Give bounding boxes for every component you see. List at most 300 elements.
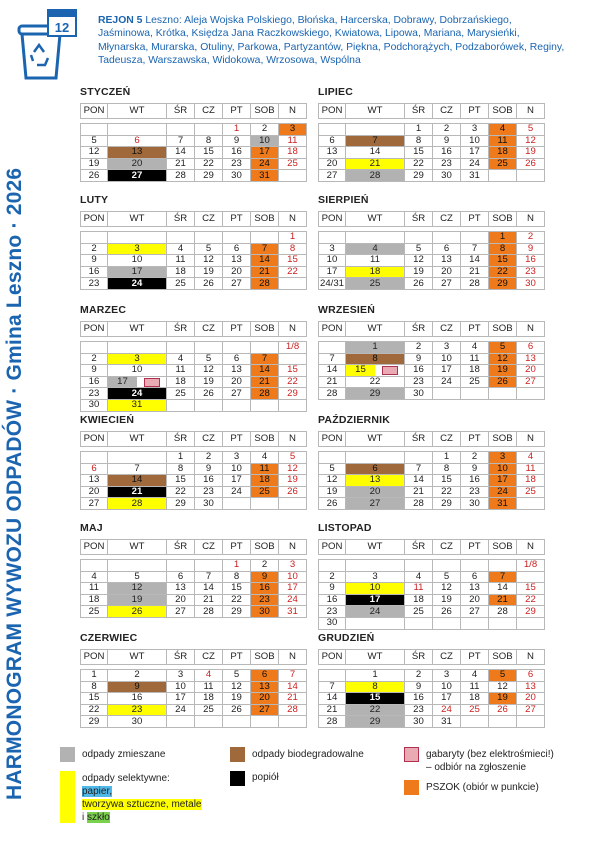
day-cell: 10 [319,255,346,267]
day-cell: 1 [81,670,108,682]
day-cell [489,170,517,182]
day-cell [433,232,461,244]
day-cell: 12 [195,255,223,267]
day-cell: 28 [251,388,279,400]
day-cell: 17 [461,147,489,159]
day-cell: 25 [279,158,307,170]
weekday-header: PT [461,650,489,665]
day-cell: 23 [195,486,223,498]
day-cell: 19 [279,475,307,487]
day-cell: 8 [346,353,405,365]
day-cell: 18 [81,594,108,606]
day-cell: 2 [461,452,489,464]
day-cell: 26 [195,278,223,290]
day-cell: 16 [319,594,346,606]
day-cell: 26 [489,704,517,716]
day-cell: 8 [405,135,433,147]
month-name: CZERWIEC [80,632,138,644]
day-cell [81,232,108,244]
month-name: LIPIEC [318,86,354,98]
day-cell: 31 [489,498,517,510]
day-cell: 8 [346,681,405,693]
day-cell: 8 [433,463,461,475]
day-cell: 24 [433,376,461,388]
day-cell: 30 [108,716,167,728]
day-cell: 28 [405,498,433,510]
day-cell: 6 [461,571,489,583]
day-cell: 21 [279,693,307,705]
day-cell: 6 [108,135,167,147]
day-cell: 7 [251,353,279,365]
day-cell: 8 [489,243,517,255]
weekday-header: SOB [251,212,279,227]
day-cell: 14 [405,475,433,487]
day-cell: 12 [433,583,461,595]
day-cell: 20 [461,594,489,606]
day-cell: 7 [489,571,517,583]
day-cell: 9 [461,463,489,475]
day-cell: 29 [81,716,108,728]
day-cell: 11 [195,681,223,693]
month-calendar [318,194,543,290]
day-cell [195,232,223,244]
month-name: LUTY [80,194,109,206]
day-cell [167,342,195,354]
legend-swatch-selective [60,771,75,823]
day-cell: 12 [405,255,433,267]
day-cell: 8 [279,243,307,255]
day-cell [108,124,167,136]
day-cell: 16 [81,266,108,278]
day-cell: 25 [517,486,545,498]
day-cell: 1/8 [279,342,307,354]
day-cell [461,716,489,728]
day-cell: 26 [517,158,545,170]
day-cell: 12 [517,135,545,147]
weekday-header: ŚR [405,104,433,119]
weekday-header: N [517,540,545,555]
day-cell: 22 [346,376,405,388]
day-cell [489,716,517,728]
day-cell: 9 [405,681,433,693]
day-cell [279,716,307,728]
day-cell: 2 [405,670,433,682]
day-cell [251,342,279,354]
day-cell [195,124,223,136]
day-number: 15 [346,365,375,376]
weekday-header: CZ [433,212,461,227]
month-calendar [80,522,305,618]
weekday-header: PON [81,432,108,447]
day-cell [517,617,545,629]
day-cell: 27 [251,704,279,716]
day-cell: 1 [433,452,461,464]
day-cell: 25 [461,704,489,716]
day-cell: 18 [405,594,433,606]
day-cell: 27 [223,388,251,400]
day-cell: 27 [346,498,405,510]
day-cell: 17 [489,475,517,487]
day-cell [346,124,405,136]
day-cell: 15 [279,365,307,377]
day-cell: 20 [251,693,279,705]
weekday-header: PON [319,104,346,119]
day-cell: 10 [167,681,195,693]
day-cell: 2 [81,243,108,255]
legend-selective [82,772,202,824]
day-cell: 16 [405,365,433,377]
day-cell [319,342,346,354]
day-cell: 3 [346,571,405,583]
calendar-day: 12 [54,20,70,35]
day-cell: 31 [279,606,307,618]
day-cell: 26 [195,388,223,400]
day-cell: 23 [461,486,489,498]
day-cell [433,388,461,400]
day-cell: 30 [319,617,346,629]
day-cell: 24 [108,278,167,290]
day-cell: 2 [405,342,433,354]
day-cell: 10 [489,463,517,475]
weekday-header: WT [346,212,405,227]
day-cell [319,124,346,136]
legend-swatch-mixed [60,747,75,762]
day-cell: 2 [251,124,279,136]
day-cell: 7 [167,135,195,147]
day-cell: 7 [346,135,405,147]
day-cell: 18 [461,365,489,377]
day-cell: 21 [167,158,195,170]
day-cell [517,498,545,510]
weekday-header: WT [108,540,167,555]
day-cell: 26 [319,498,346,510]
weekday-header: N [279,432,307,447]
weekday-header: CZ [195,212,223,227]
day-cell: 13 [346,475,405,487]
day-cell: 27 [461,606,489,618]
day-cell: 9 [195,463,223,475]
weekday-header: PON [319,432,346,447]
day-cell [108,452,167,464]
day-cell: 7 [279,670,307,682]
weekday-header: N [279,322,307,337]
weekday-header: CZ [433,432,461,447]
day-cell: 3 [433,342,461,354]
weekday-header: SOB [251,322,279,337]
day-cell: 1 [346,670,405,682]
day-cell [223,498,251,510]
day-cell: 17 [108,266,167,278]
day-cell: 4 [489,124,517,136]
day-cell: 19 [195,376,223,388]
weekday-header: N [517,322,545,337]
day-cell [81,452,108,464]
day-cell: 13 [461,583,489,595]
day-cell: 28 [251,278,279,290]
day-cell: 2 [81,353,108,365]
legend-selective-title: odpady selektywne: [82,773,170,784]
day-cell: 19 [405,266,433,278]
day-cell: 23 [405,704,433,716]
day-cell: 9 [223,135,251,147]
weekday-header: CZ [433,650,461,665]
region-streets-text: Leszno: Aleja Wojska Polskiego, Błońska, Harcerska, Dobrawy, Dobrzańskiego, Jaśminowa, Krótka, Księdza Jana Raczkowskiego, Kwiatowa, Lipowa, Mariana, Marysieńki, Młynarska, Murarska, Otuliny, Parkowa, Partyzantów, Piękna, Podchorążych, Podzaborówek, Reginy, Tadeusza, Warszawska, Widokowa, Wrzosowa, Wspólna [98,15,565,66]
day-cell: 7 [108,463,167,475]
day-cell [279,399,307,411]
weekday-header: PON [81,650,108,665]
weekday-header: N [279,650,307,665]
weekday-header: WT [108,432,167,447]
day-cell: 9 [81,255,108,267]
day-cell: 15 [346,693,405,705]
day-cell: 16 [405,693,433,705]
day-cell: 30 [195,498,223,510]
weekday-header: PT [461,212,489,227]
legend-swatch-bulky [404,747,419,762]
day-cell: 21 [319,704,346,716]
weekday-header: CZ [195,322,223,337]
day-cell: 11 [167,365,195,377]
weekday-header: SOB [489,650,517,665]
day-cell: 11 [461,681,489,693]
day-cell: 4 [461,342,489,354]
day-cell: 16 [433,147,461,159]
day-cell: 23 [319,606,346,618]
day-cell: 13 [517,353,545,365]
day-cell: 12 [81,147,108,159]
day-cell: 24 [346,606,405,618]
day-cell: 29 [517,606,545,618]
weekday-header: PT [461,432,489,447]
day-cell: 14 [108,475,167,487]
day-cell [346,452,405,464]
day-cell [167,399,195,411]
weekday-header: SOB [489,212,517,227]
day-cell: 4 [195,670,223,682]
day-cell: 14 [279,681,307,693]
weekday-header: WT [108,212,167,227]
day-cell: 13 [319,147,346,159]
weekday-header: PT [223,212,251,227]
weekday-header: ŚR [405,650,433,665]
weekday-header: WT [346,432,405,447]
day-cell [319,232,346,244]
day-cell: 13 [81,475,108,487]
month-calendar [318,522,543,630]
day-cell: 9 [251,571,279,583]
day-cell: 15 [405,147,433,159]
day-cell [251,399,279,411]
weekday-header: WT [108,650,167,665]
weekday-header: PT [461,322,489,337]
day-cell: 23 [81,388,108,400]
day-cell: 22 [195,158,223,170]
day-cell: 12 [195,365,223,377]
day-cell: 22 [489,266,517,278]
weekday-header: ŚR [167,540,195,555]
day-cell: 22 [81,704,108,716]
legend-bulky-1: gabaryty (bez elektrośmieci!) [426,749,554,760]
day-cell: 16 [108,693,167,705]
weekday-header: ŚR [405,540,433,555]
day-cell: 13 [433,255,461,267]
weekday-header: WT [346,650,405,665]
day-cell: 5 [489,670,517,682]
weekday-header: PT [461,104,489,119]
day-cell: 18 [195,693,223,705]
day-cell: 1 [346,342,405,354]
day-cell: 8 [195,135,223,147]
weekday-header: CZ [433,540,461,555]
day-cell: 16 [251,583,279,595]
day-cell: 27 [517,376,545,388]
day-cell: 16 [81,376,108,388]
day-cell: 23 [433,158,461,170]
weekday-header: N [517,650,545,665]
day-cell [108,560,167,572]
day-cell: 2 [433,124,461,136]
day-cell [346,232,405,244]
day-cell: 17 [167,693,195,705]
day-cell: 15 [279,255,307,267]
day-cell: 5 [223,670,251,682]
day-cell: 24 [461,158,489,170]
day-cell: 6 [223,353,251,365]
day-cell: 19 [108,594,167,606]
day-cell [195,560,223,572]
day-cell: 24 [167,704,195,716]
day-cell: 27 [433,278,461,290]
day-cell: 24 [433,704,461,716]
day-cell: 6 [319,135,346,147]
day-cell: 17 [433,693,461,705]
day-cell: 12 [223,681,251,693]
day-cell: 11 [279,135,307,147]
day-cell: 18 [167,266,195,278]
day-cell: 5 [195,243,223,255]
day-cell: 1 [405,124,433,136]
month-name: KWIECIEŃ [80,414,135,426]
day-cell: 30 [517,278,545,290]
day-cell: 2 [517,232,545,244]
day-cell: 9 [517,243,545,255]
day-cell: 6 [517,342,545,354]
day-cell: 21 [251,376,279,388]
day-cell [517,571,545,583]
day-cell: 23 [81,278,108,290]
day-cell: 6 [81,463,108,475]
day-cell: 20 [346,486,405,498]
day-cell: 11 [167,255,195,267]
region-label: REJON 5 [98,15,143,26]
legend-pszok: PSZOK (obiór w punkcie) [426,782,539,793]
day-cell: 26 [405,278,433,290]
day-cell: 19 [195,266,223,278]
day-cell: 4 [251,452,279,464]
day-cell [461,388,489,400]
day-cell: 14 [319,693,346,705]
weekday-header: PON [81,212,108,227]
day-cell: 30 [81,399,108,411]
day-cell: 29 [195,170,223,182]
day-cell: 25 [167,278,195,290]
day-cell: 26 [433,606,461,618]
weekday-header: WT [346,322,405,337]
weekday-header: ŚR [405,322,433,337]
day-cell: 7 [319,353,346,365]
legend-glass: szkło [87,812,110,823]
day-cell: 25 [251,486,279,498]
day-cell [405,232,433,244]
day-cell: 21 [108,486,167,498]
day-cell: 31 [433,716,461,728]
side-title: HARMONOGRAM WYWOZU ODPADÓW · Gmina Leszno · 2026 [3,167,26,800]
weekday-header: PT [223,650,251,665]
day-cell: 2 [108,670,167,682]
month-calendar [318,304,543,400]
day-cell: 4 [346,243,405,255]
day-cell [167,232,195,244]
day-cell: 11 [251,463,279,475]
day-cell: 6 [346,463,405,475]
day-cell [517,170,545,182]
day-cell: 1/8 [517,560,545,572]
day-cell: 25 [167,388,195,400]
day-cell: 28 [489,606,517,618]
day-cell: 15 [517,583,545,595]
weekday-header: ŚR [167,104,195,119]
day-cell: 7 [251,243,279,255]
day-cell: 14 [167,147,195,159]
weekday-header: N [517,432,545,447]
day-cell: 7 [319,681,346,693]
day-cell [195,399,223,411]
day-cell: 22 [346,704,405,716]
day-cell: 16 [461,475,489,487]
day-cell: 22 [279,376,307,388]
day-cell: 20 [517,693,545,705]
weekday-header: N [517,104,545,119]
day-cell: 18 [279,147,307,159]
day-cell: 2 [319,571,346,583]
day-cell: 6 [517,670,545,682]
day-cell: 13 [223,365,251,377]
weekday-header: CZ [195,540,223,555]
day-cell: 15 [167,475,195,487]
day-cell: 20 [517,365,545,377]
day-cell: 6 [251,670,279,682]
day-cell: 25 [461,376,489,388]
month-calendar [80,194,305,290]
day-cell: 7 [195,571,223,583]
day-cell: 22 [279,266,307,278]
bulky-marker [382,366,398,375]
day-cell: 15 [223,583,251,595]
day-cell: 28 [167,170,195,182]
day-cell: 6 [167,571,195,583]
day-cell [81,342,108,354]
day-cell: 17 [223,475,251,487]
day-cell: 28 [108,498,167,510]
day-cell: 14 [489,583,517,595]
day-cell: 14 [346,147,405,159]
day-cell [319,670,346,682]
weekday-header: ŚR [405,432,433,447]
weekday-header: PON [319,322,346,337]
day-cell: 25 [81,606,108,618]
legend-glass-prefix: i [82,812,85,823]
day-cell [517,716,545,728]
